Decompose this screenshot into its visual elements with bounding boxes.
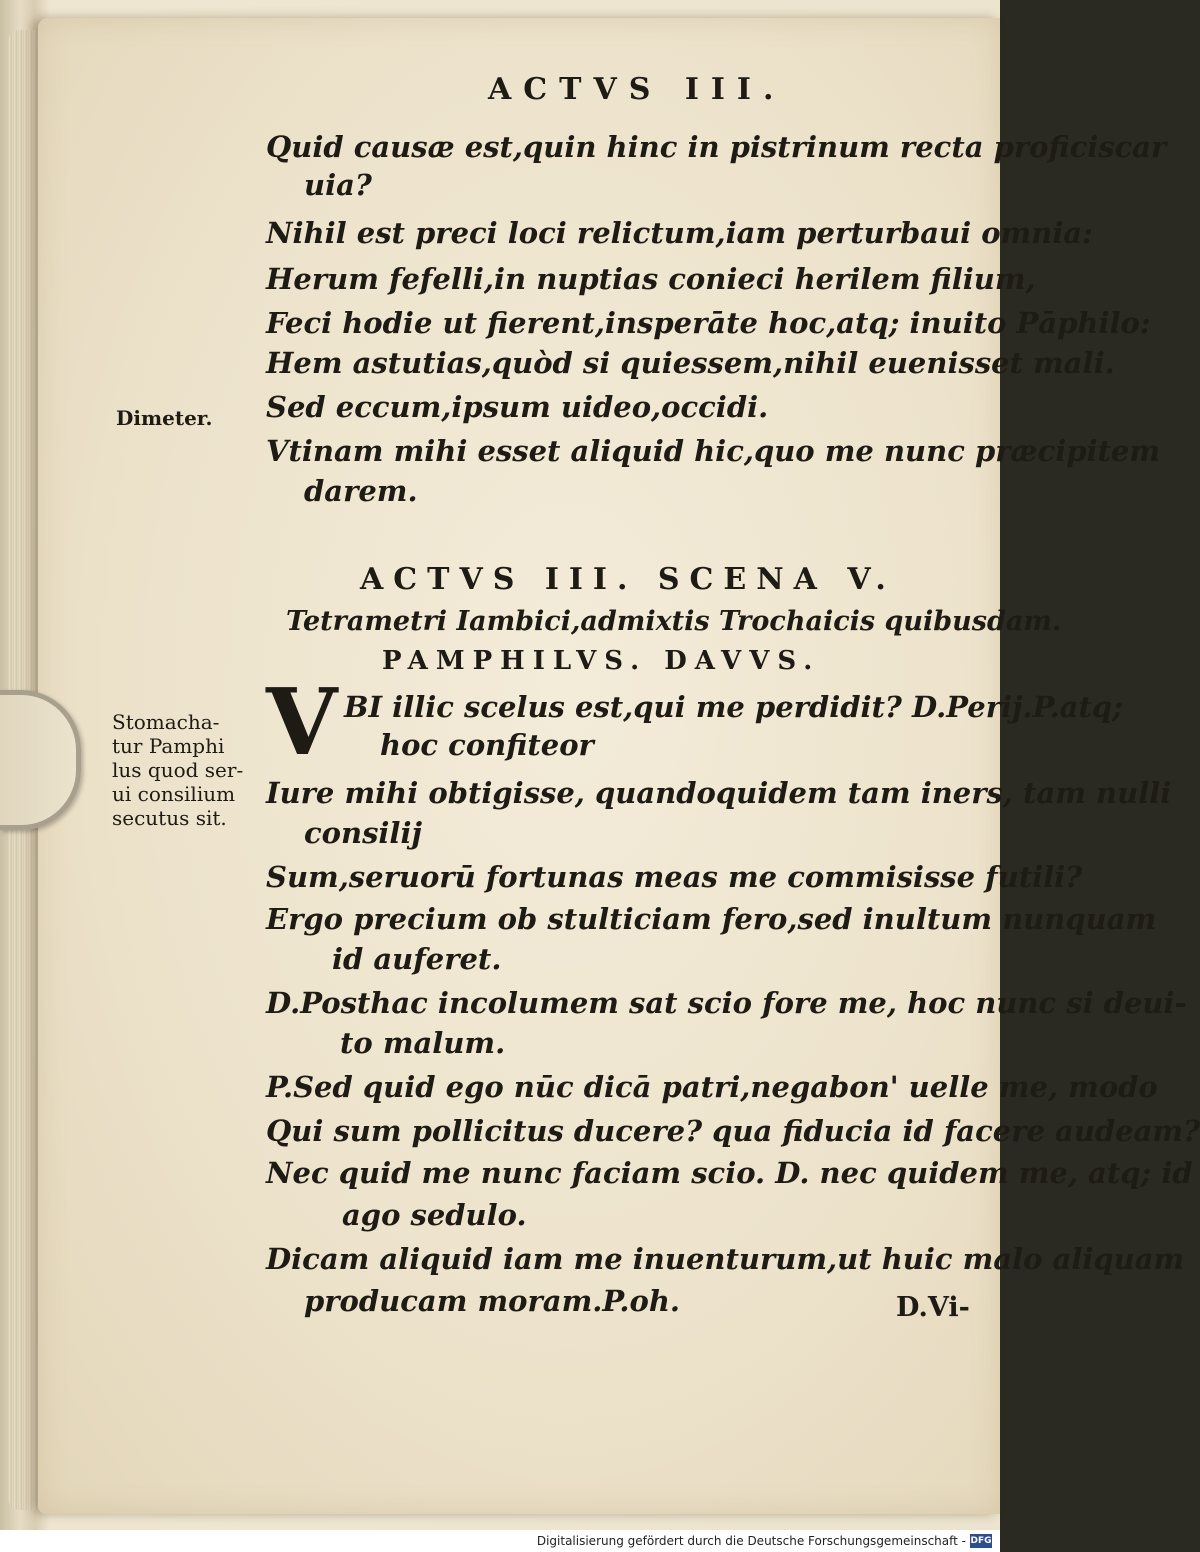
margin-note-line: tur Pamphi [112, 734, 225, 758]
dramatis-personae: PAMPHILVS. DAVVS. [382, 646, 821, 676]
verse-line: darem. [304, 474, 418, 508]
verse-line: ago sedulo. [342, 1198, 527, 1232]
dfg-logo-icon: DFG [970, 1536, 992, 1546]
verse-line: BI illic scelus est,qui me perdidit? D.Perij.P.atq; [344, 690, 1123, 724]
margin-note-stomachatur [112, 710, 243, 830]
margin-note-line: secutus sit. [112, 806, 227, 830]
running-header: ACTVS III. [488, 72, 786, 107]
verse-line: consilij [304, 816, 422, 850]
verse-line: Sed eccum,ipsum uideo,occidi. [266, 390, 769, 424]
catchword: D.Vi- [896, 1292, 970, 1323]
meter-description: Tetrametri Iambici,admixtis Trochaicis quibusdam. [286, 606, 1062, 637]
verse-line: Hem astutias,quòd si quiessem,nihil euenisset mali. [266, 346, 1115, 380]
verse-line: producam moram.P.oh. [304, 1284, 680, 1318]
verse-line: uia? [304, 168, 372, 202]
verse-line: Vtinam mihi esset aliquid hic,quo me nunc præcipitem [266, 434, 1161, 468]
margin-note-line: ui consilium [112, 782, 236, 806]
verse-line: Qui sum pollicitus ducere? qua fiducia id facere audeam? [266, 1114, 1200, 1148]
verse-line: Sum,seruorū fortunas meas me commisisse futili? [266, 860, 1083, 894]
verse-line: Nec quid me nunc faciam scio. D. nec quidem me, atq; id [266, 1156, 1193, 1190]
verse-line: to malum. [340, 1026, 506, 1060]
verse-line: id auferet. [332, 942, 502, 976]
verse-line: Ergo precium ob stulticiam fero,sed inultum nunquam [266, 902, 1157, 936]
dfg-credit: Digitalisierung gefördert durch die Deutsche Forschungsgemeinschaft - [536, 1534, 966, 1548]
margin-note-dimeter: Dimeter. [116, 406, 213, 430]
verse-line: Dicam aliquid iam me inuenturum,ut huic malo aliquam [266, 1242, 1185, 1276]
scene-title: ACTVS III. SCENA V. [360, 562, 896, 597]
verse-line: Quid causæ est,quin hinc in pistrinum recta proficiscar [266, 130, 1167, 164]
verse-line: Nihil est preci loci relictum,iam perturbaui omnia: [266, 216, 1093, 250]
verse-line: D.Posthac incolumem sat scio fore me, hoc nunc si deui- [266, 986, 1187, 1020]
verse-line: P.Sed quid ego nūc dicā patri,negabon' uelle me, modo [266, 1070, 1158, 1104]
verse-line: Herum fefelli,in nuptias conieci herilem filium, [266, 262, 1036, 296]
verse-line: Iure mihi obtigisse, quandoquidem tam iners, tam nulli [266, 776, 1172, 810]
margin-note-line: Stomacha- [112, 710, 220, 734]
margin-note-line: lus quod ser- [112, 758, 244, 782]
verse-line: hoc confiteor [380, 728, 594, 762]
drop-cap: V [266, 668, 338, 776]
verse-line: Feci hodie ut fierent,insperāte hoc,atq; inuito Pāphilo: [266, 306, 1151, 340]
